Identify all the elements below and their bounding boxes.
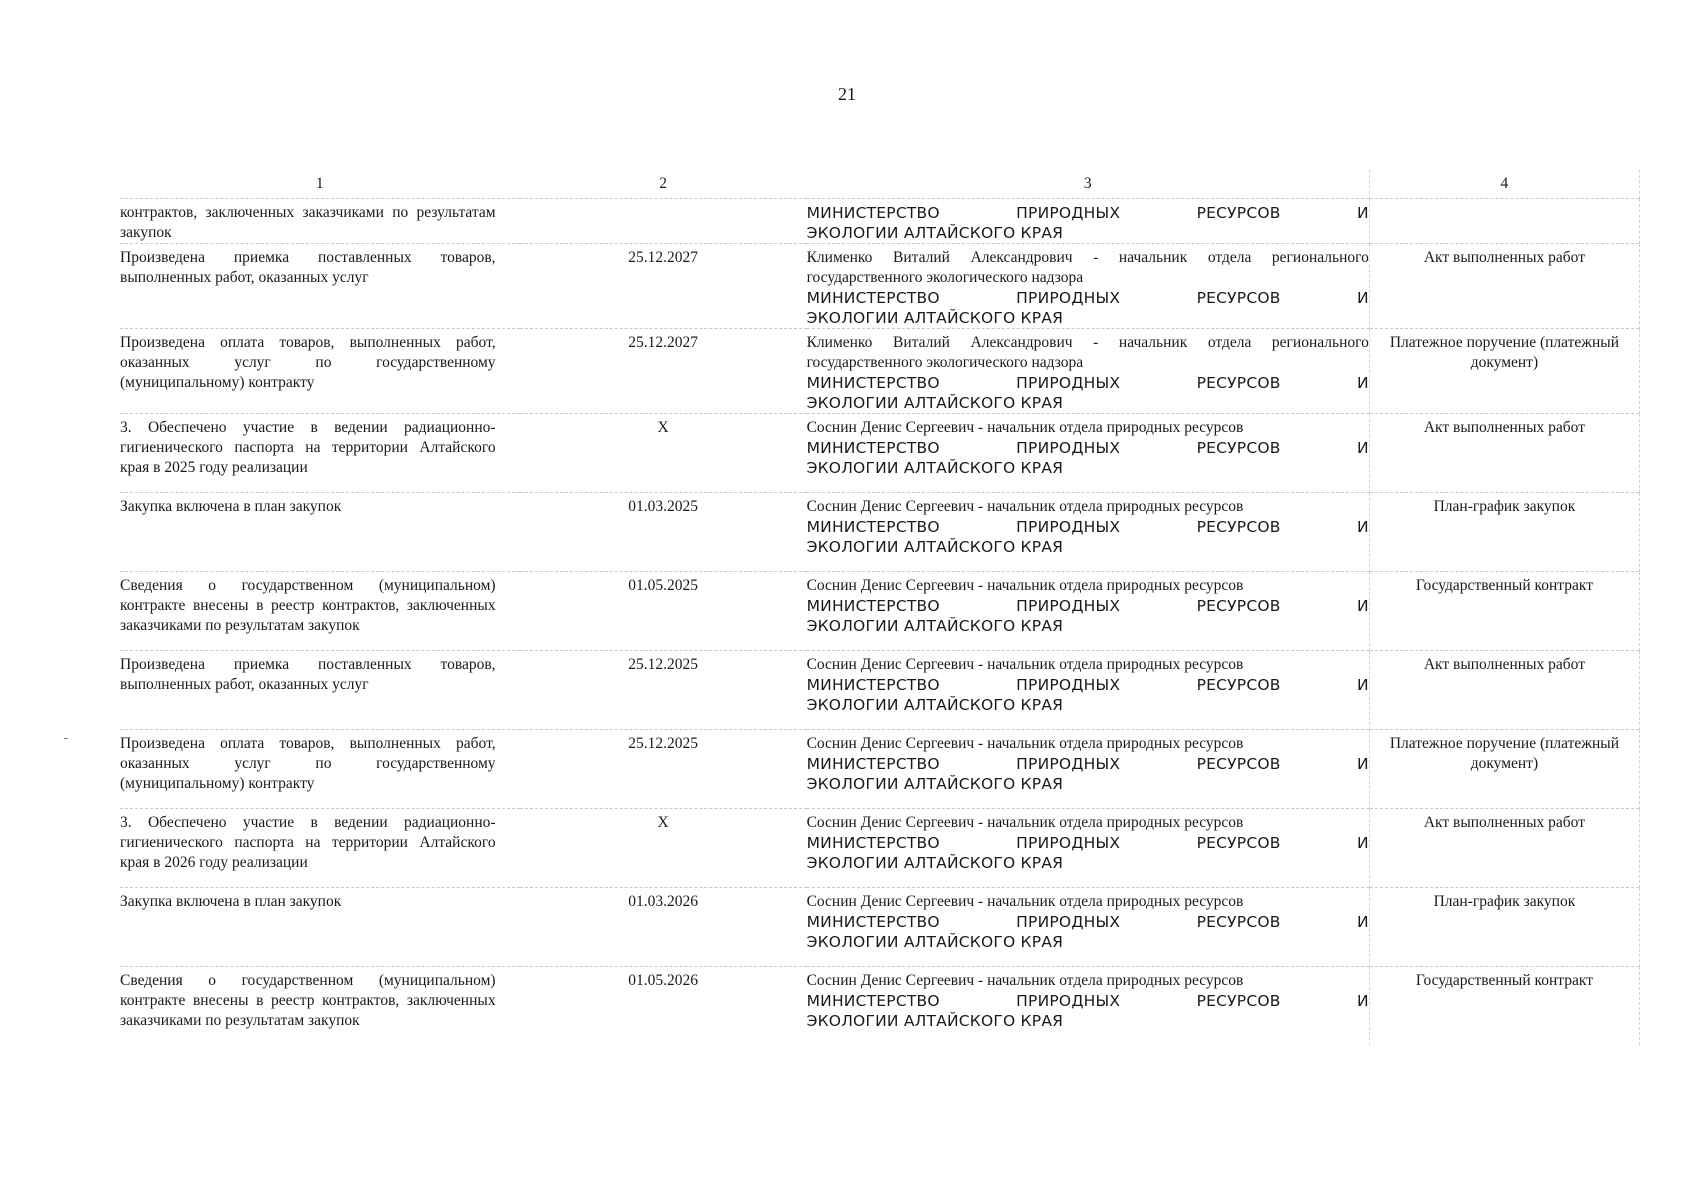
event-cell: Закупка включена в план закупок: [120, 493, 520, 572]
responsible-cell: [807, 414, 1370, 493]
ministry-name-line2: ЭКОЛОГИИ АЛТАЙСКОГО КРАЯ: [806, 933, 1064, 951]
responsible-cell: [807, 329, 1370, 414]
responsible-person: Клименко Виталий Александрович - начальник отдела регионального государственного экологического надзора: [806, 249, 1369, 286]
document-cell: План-график закупок: [1369, 888, 1639, 967]
table-row: [120, 244, 1640, 329]
date-cell: [520, 199, 807, 244]
responsible-person: Клименко Виталий Александрович - начальник отдела регионального государственного экологического надзора: [806, 334, 1369, 371]
date-cell: 01.05.2025: [520, 572, 807, 651]
responsible-person: Соснин Денис Сергеевич - начальник отдела природных ресурсов: [806, 419, 1244, 436]
responsible-person: Соснин Денис Сергеевич - начальник отдела природных ресурсов: [806, 498, 1244, 515]
event-cell: Произведена оплата товаров, выполненных работ, оказанных услуг по государственному (муниципальному) контракту: [120, 329, 520, 414]
ministry-name-line1: МИНИСТЕРСТВО ПРИРОДНЫХ РЕСУРСОВ И: [806, 913, 1369, 931]
document-cell: [1369, 199, 1639, 244]
table-row: [120, 414, 1640, 493]
responsible-cell: [807, 967, 1370, 1046]
event-cell: 3. Обеспечено участие в ведении радиационно-гигиенического паспорта на территории Алтайского края в 2026 году реализации: [120, 809, 520, 888]
table-row: [120, 730, 1640, 809]
page-number: 21: [838, 84, 856, 104]
responsible-cell: [807, 493, 1370, 572]
event-cell: Закупка включена в план закупок: [120, 888, 520, 967]
ministry-name-line2: ЭКОЛОГИИ АЛТАЙСКОГО КРАЯ: [806, 538, 1064, 556]
table-row: [120, 329, 1640, 414]
responsible-cell: [807, 651, 1370, 730]
ministry-name-line1: МИНИСТЕРСТВО ПРИРОДНЫХ РЕСУРСОВ И: [806, 992, 1369, 1010]
ministry-name-line1: МИНИСТЕРСТВО ПРИРОДНЫХ РЕСУРСОВ И: [806, 755, 1369, 773]
date-cell: 25.12.2027: [520, 244, 807, 329]
date-cell: 01.03.2026: [520, 888, 807, 967]
ministry-name-line1: МИНИСТЕРСТВО ПРИРОДНЫХ РЕСУРСОВ И: [806, 597, 1369, 615]
ministry-name-line2: ЭКОЛОГИИ АЛТАЙСКОГО КРАЯ: [806, 459, 1064, 477]
responsible-person: Соснин Денис Сергеевич - начальник отдела природных ресурсов: [806, 814, 1244, 831]
ministry-name-line1: МИНИСТЕРСТВО ПРИРОДНЫХ РЕСУРСОВ И: [806, 676, 1369, 694]
document-cell: Платежное поручение (платежный документ): [1369, 730, 1639, 809]
responsible-person: Соснин Денис Сергеевич - начальник отдела природных ресурсов: [806, 972, 1244, 989]
event-cell: контрактов, заключенных заказчиками по результатам закупок: [120, 199, 520, 244]
date-cell: 01.03.2025: [520, 493, 807, 572]
date-cell: X: [520, 414, 807, 493]
document-cell: Акт выполненных работ: [1369, 414, 1639, 493]
ministry-name-line2: ЭКОЛОГИИ АЛТАЙСКОГО КРАЯ: [806, 696, 1064, 714]
ministry-name-line2: ЭКОЛОГИИ АЛТАЙСКОГО КРАЯ: [806, 309, 1064, 327]
header-row: [120, 170, 1640, 199]
ministry-name-line2: ЭКОЛОГИИ АЛТАЙСКОГО КРАЯ: [806, 775, 1064, 793]
col-header-2: 2: [659, 175, 667, 192]
ministry-name-line1: МИНИСТЕРСТВО ПРИРОДНЫХ РЕСУРСОВ И: [806, 374, 1369, 392]
date-cell: 25.12.2025: [520, 651, 807, 730]
event-cell: Сведения о государственном (муниципальном) контракте внесены в реестр контрактов, заключенных заказчиками по результатам закупок: [120, 572, 520, 651]
responsible-person: Соснин Денис Сергеевич - начальник отдела природных ресурсов: [806, 735, 1244, 752]
ministry-name-line2: ЭКОЛОГИИ АЛТАЙСКОГО КРАЯ: [806, 617, 1064, 635]
table-row: [120, 199, 1640, 244]
col-header-3: 3: [1083, 175, 1092, 192]
responsible-cell: [807, 244, 1370, 329]
date-cell: 25.12.2025: [520, 730, 807, 809]
responsible-cell: [807, 888, 1370, 967]
responsible-cell: [807, 730, 1370, 809]
ministry-name-line1: МИНИСТЕРСТВО ПРИРОДНЫХ РЕСУРСОВ И: [806, 834, 1369, 852]
event-cell: Произведена приемка поставленных товаров, выполненных работ, оказанных услуг: [120, 651, 520, 730]
ministry-name-line1: МИНИСТЕРСТВО ПРИРОДНЫХ РЕСУРСОВ И: [806, 518, 1369, 536]
col-header-4: 4: [1369, 170, 1639, 199]
ministry-name-line2: ЭКОЛОГИИ АЛТАЙСКОГО КРАЯ: [806, 394, 1064, 412]
document-cell: Акт выполненных работ: [1369, 809, 1639, 888]
responsible-person: Соснин Денис Сергеевич - начальник отдела природных ресурсов: [806, 893, 1244, 910]
document-cell: Акт выполненных работ: [1369, 651, 1639, 730]
document-cell: План-график закупок: [1369, 493, 1639, 572]
responsible-cell: [807, 199, 1370, 244]
ministry-name-line1: МИНИСТЕРСТВО ПРИРОДНЫХ РЕСУРСОВ И: [806, 439, 1369, 457]
table-row: [120, 651, 1640, 730]
document-cell: Платежное поручение (платежный документ): [1369, 329, 1639, 414]
responsible-cell: [807, 809, 1370, 888]
date-cell: 01.05.2026: [520, 967, 807, 1046]
responsible-person: Соснин Денис Сергеевич - начальник отдела природных ресурсов: [806, 656, 1244, 673]
ministry-name-line2: ЭКОЛОГИИ АЛТАЙСКОГО КРАЯ: [806, 224, 1064, 242]
ministry-name-line2: ЭКОЛОГИИ АЛТАЙСКОГО КРАЯ: [806, 1012, 1064, 1030]
document-cell: Государственный контракт: [1369, 967, 1639, 1046]
event-cell: 3. Обеспечено участие в ведении радиационно-гигиенического паспорта на территории Алтайского края в 2025 году реализации: [120, 414, 520, 493]
document-cell: Акт выполненных работ: [1369, 244, 1639, 329]
event-cell: Произведена оплата товаров, выполненных работ, оказанных услуг по государственному (муниципальному) контракту: [120, 730, 520, 809]
responsible-cell: [807, 572, 1370, 651]
col-header-1: 1: [315, 175, 324, 192]
table-row: [120, 809, 1640, 888]
table-row: [120, 572, 1640, 651]
margin-mark: [64, 738, 68, 739]
ministry-name-line1: МИНИСТЕРСТВО ПРИРОДНЫХ РЕСУРСОВ И: [806, 289, 1369, 307]
ministry-name-line2: ЭКОЛОГИИ АЛТАЙСКОГО КРАЯ: [806, 854, 1064, 872]
ministry-name-line1: МИНИСТЕРСТВО ПРИРОДНЫХ РЕСУРСОВ И: [806, 204, 1369, 222]
date-cell: X: [520, 809, 807, 888]
event-cell: Произведена приемка поставленных товаров, выполненных работ, оказанных услуг: [120, 244, 520, 329]
table-row: [120, 493, 1640, 572]
plan-table: [120, 170, 1640, 1045]
responsible-person: Соснин Денис Сергеевич - начальник отдела природных ресурсов: [806, 577, 1244, 594]
table-row: [120, 888, 1640, 967]
table-row: [120, 967, 1640, 1046]
document-cell: Государственный контракт: [1369, 572, 1639, 651]
event-cell: Сведения о государственном (муниципальном) контракте внесены в реестр контрактов, заключенных заказчиками по результатам закупок: [120, 967, 520, 1046]
date-cell: 25.12.2027: [520, 329, 807, 414]
